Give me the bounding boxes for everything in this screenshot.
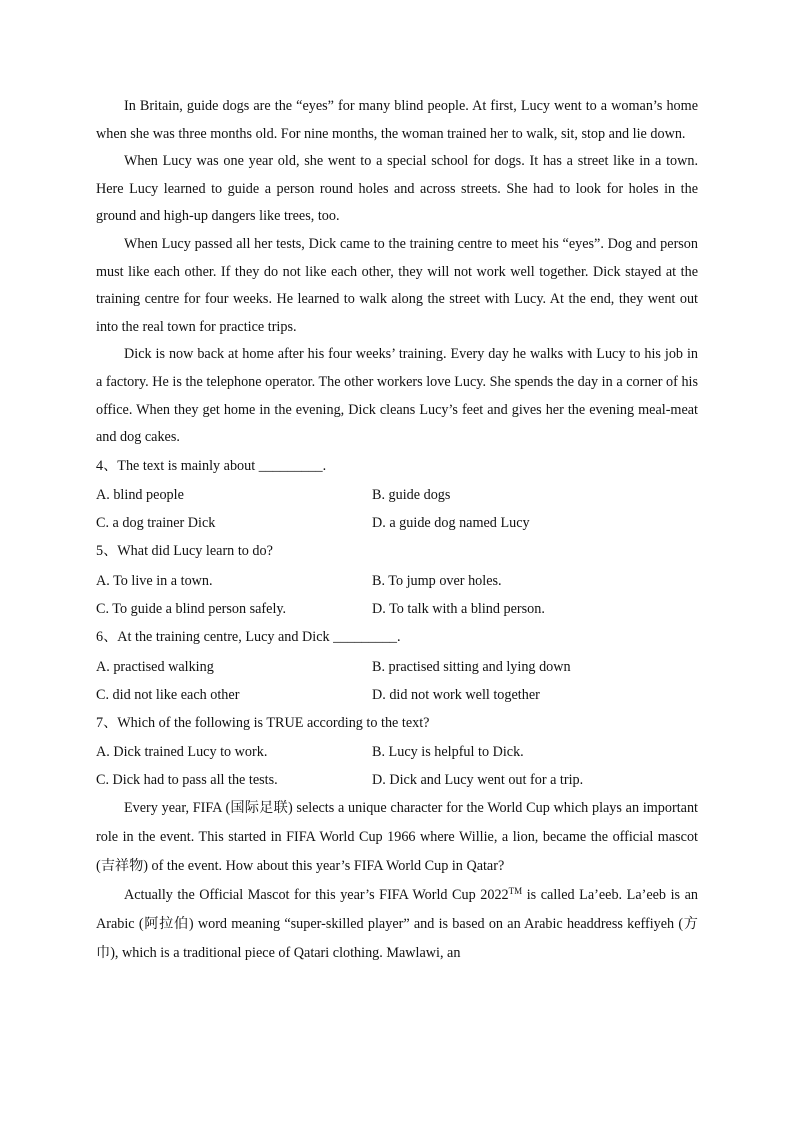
option-b: B. guide dogs	[372, 487, 451, 504]
option-a: A. Dick trained Lucy to work.	[96, 744, 268, 761]
paragraph-text-end: is called La’eeb. La’eeb is an Arabic (阿拉伯) word meaning “super-skilled player” and is based on an Arabic headdress keffiyeh (方巾), which is a traditional piece of Qatari clothing. Mawlawi, an	[96, 887, 701, 962]
option-a: A. To live in a town.	[96, 572, 213, 589]
question-4-options	[96, 480, 698, 537]
option-d: D. Dick and Lucy went out for a trip.	[372, 772, 584, 789]
reading-passage-guide-dogs	[96, 93, 702, 452]
passage-paragraph: In Britain, guide dogs are the “eyes” for many blind people. At first, Lucy went to a woman’s home when she was three months old. For nine months, the woman trained her to walk, sit, stop and lie down.	[96, 98, 702, 142]
page-content	[96, 93, 702, 968]
option-c: C. did not like each other	[96, 686, 240, 703]
question-5-stem: 5、What did Lucy learn to do?	[96, 543, 273, 560]
question-block	[96, 452, 698, 538]
option-b: B. practised sitting and lying down	[372, 658, 571, 675]
option-d: D. To talk with a blind person.	[372, 600, 545, 617]
option-d: D. a guide dog named Lucy	[372, 515, 530, 532]
question-block	[96, 623, 698, 709]
question-7-options	[96, 737, 698, 794]
question-4-stem: 4、The text is mainly about _________.	[96, 457, 327, 474]
passage-paragraph	[96, 881, 701, 968]
option-b: B. To jump over holes.	[372, 572, 502, 589]
option-d: D. did not work well together	[372, 686, 540, 703]
passage-paragraph: Every year, FIFA (国际足联) selects a unique character for the World Cup which plays an important role in the event. This started in FIFA World Cup 1966 where Willie, a lion, became the official mascot (吉祥物) of the event. How about this year’s FIFA World Cup in Qatar?	[96, 800, 702, 875]
option-a: A. blind people	[96, 487, 184, 504]
option-c: C. Dick had to pass all the tests.	[96, 772, 278, 789]
question-6-stem: 6、At the training centre, Lucy and Dick _________.	[96, 628, 401, 645]
passage-paragraph: When Lucy passed all her tests, Dick came to the training centre to meet his “eyes”. Dog and person must like each other. If they do not like each other, they will not work well together. Dick stayed at the training centre for four weeks. He learned to walk along the street with Lucy. At the end, they went out into the real town for practice trips.	[96, 235, 702, 335]
option-c: C. To guide a blind person safely.	[96, 600, 287, 617]
option-c: C. a dog trainer Dick	[96, 515, 216, 532]
passage-paragraph: When Lucy was one year old, she went to a special school for dogs. It has a street like in a town. Here Lucy learned to guide a person round holes and across streets. She had to look for holes in the ground and high-up dangers like trees, too.	[96, 153, 702, 225]
reading-passage-world-cup-mascot	[96, 794, 702, 968]
paragraph-text-start: Actually the Official Mascot for this year’s FIFA World Cup 2022	[124, 887, 509, 904]
question-block	[96, 709, 698, 795]
option-b: B. Lucy is helpful to Dick.	[372, 744, 524, 761]
option-a: A. practised walking	[96, 658, 214, 675]
trademark-superscript: TM	[508, 886, 523, 897]
question-5-options	[96, 566, 698, 623]
question-7-stem: 7、Which of the following is TRUE according to the text?	[96, 714, 430, 731]
question-block	[96, 537, 698, 623]
question-6-options	[96, 652, 698, 709]
passage-paragraph: Dick is now back at home after his four weeks’ training. Every day he walks with Lucy to his job in a factory. He is the telephone operator. The other workers love Lucy. She spends the day in a corner of his office. When they get home in the evening, Dick cleans Lucy’s feet and gives her the evening meal-meat and dog cakes.	[96, 346, 702, 446]
